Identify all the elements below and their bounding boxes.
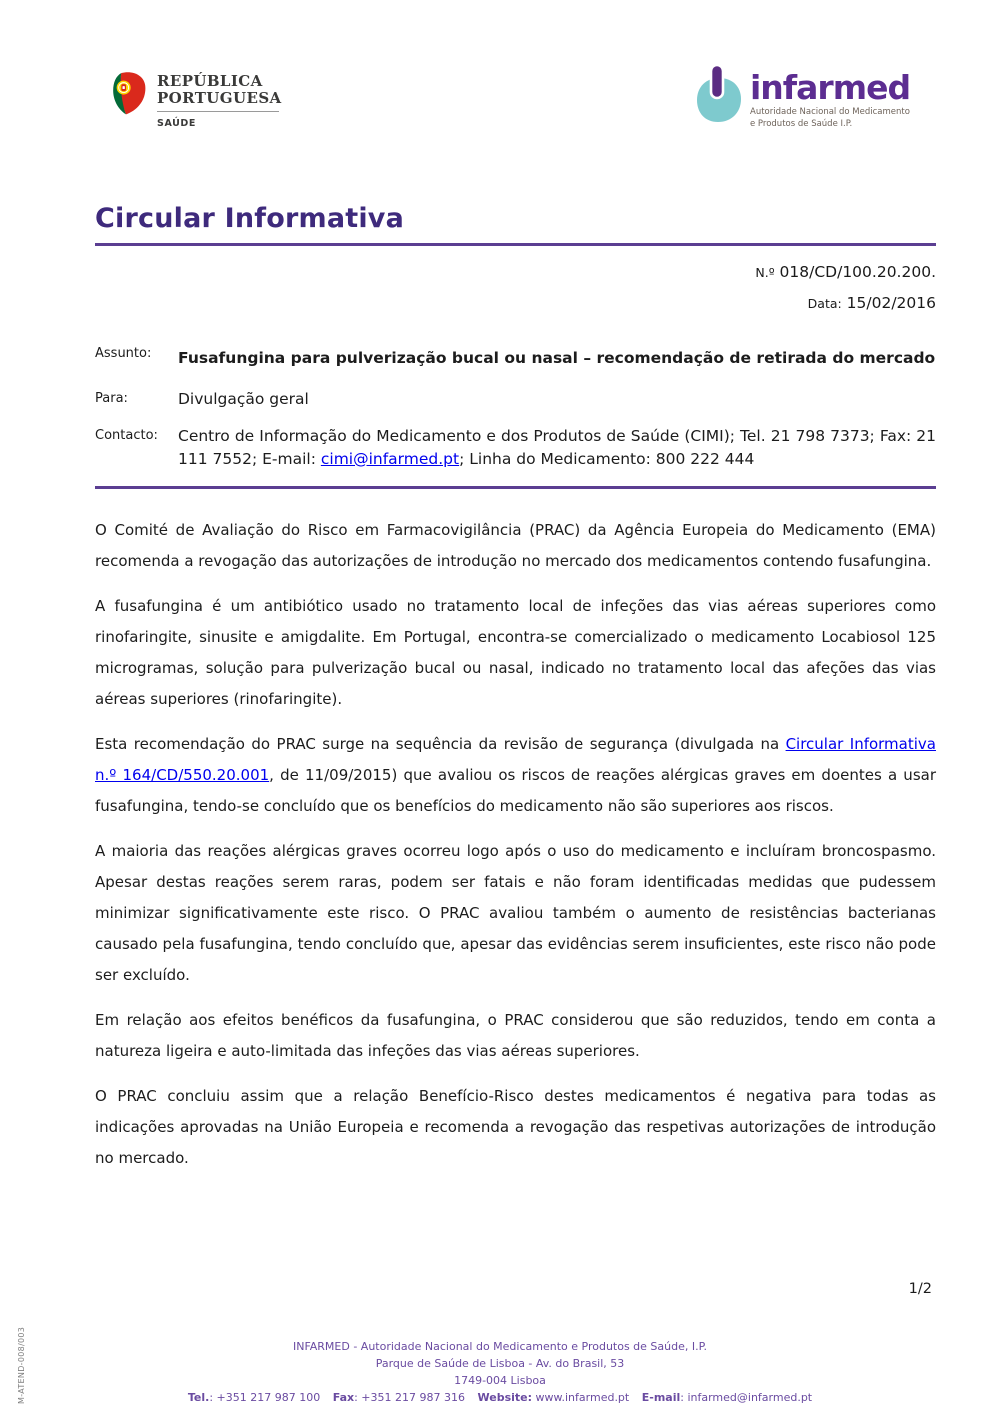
date-line [95,288,936,319]
form-template-code: M-ATEND-008/003 [17,1326,26,1404]
footer-fax-value: : +351 217 987 316 [354,1391,466,1405]
recipient-value: Divulgação geral [178,390,309,409]
footer-website-value: www.infarmed.pt [532,1391,630,1405]
recipient-label: Para: [95,391,128,407]
contact-label: Contacto: [95,428,158,444]
infarmed-text-block [750,62,910,130]
page-number: 1/2 [908,1281,932,1297]
footer [0,1338,1000,1406]
body-paragraph-1: O Comité de Avaliação do Risco em Farmacovigilância (PRAC) da Agência Europeia do Medicamento (EMA) recomenda a revogação das autorizações de introdução no mercado dos medicamentos contendo fusafungina. [95,521,936,571]
footer-email-value: : infarmed@infarmed.pt [680,1391,813,1405]
infarmed-subtitle [750,107,910,130]
subject-label: Assunto: [95,346,152,362]
date-value: 15/02/2016 [841,294,936,313]
infarmed-subtitle-line2: e Produtos de Saúde I.P. [750,118,853,129]
footer-email [642,1391,812,1404]
paragraph-3-text-after: , de 11/09/2015) que avaliou os riscos de reações alérgicas graves em doentes a usar fusafungina, tendo-se concluído que os benefícios do medicamento não são superiores aos riscos. [95,766,936,816]
infarmed-wordmark: infarmed [750,68,911,107]
body-paragraph-2: A fusafungina é um antibiótico usado no tratamento local de infeções das vias aéreas superiores como rinofaringite, sinusite e amigdalite. Em Portugal, encontra-se comercializado o medicamento Locabiosol 125 microgramas, solução para pulverização bucal ou nasal, indicado no tratamento local das afeções das vias aéreas superiores (rinofaringite). [95,597,936,709]
footer-org-line: INFARMED - Autoridade Nacional do Medicamento e Produtos de Saúde, I.P. [292,1340,708,1353]
footer-tel-label: Tel. [187,1391,210,1405]
body-paragraph-6: O PRAC concluiu assim que a relação Benefício-Risco destes medicamentos é negativa para todas as indicações aprovadas na União Europeia e recomenda a revogação das respetivas autorizações de introdução no mercado. [95,1087,936,1168]
footer-tel-value: : +351 217 987 100 [209,1391,321,1405]
contact-text-after: ; Linha do Medicamento: 800 222 444 [459,449,755,468]
body-paragraph-3 [95,729,936,822]
page-title: Circular Informativa [95,203,936,246]
republica-portuguesa-logo [112,71,282,129]
subject-value: Fusafungina para pulverização bucal ou nasal – recomendação de retirada do mercado [178,349,936,368]
contact-value [178,425,936,470]
republica-divider [157,111,279,112]
header-separator-rule [95,486,936,489]
contact-text-before: Centro de Informação do Medicamento e dos Produtos de Saúde (CIMI); Tel. 21 798 7373; Fax: 21 111 7552; E-mail: [178,427,936,468]
subject-row [95,343,936,374]
reference-number-line [95,257,936,288]
footer-email-label: E-mail [641,1391,681,1405]
footer-fax [333,1391,465,1404]
infarmed-icon [694,62,744,130]
footer-address-line: Parque de Saúde de Lisboa - Av. do Brasil, 53 [375,1357,625,1371]
contact-email-link[interactable]: cimi@infarmed.pt [320,449,460,468]
republica-line2: PORTUGUESA [157,88,282,107]
republica-name [157,73,282,106]
footer-contact-line [0,1389,1000,1406]
republica-text-block [157,71,282,129]
footer-website-label: Website: [477,1391,533,1405]
reference-number: 018/CD/100.20.200. [774,263,936,282]
footer-fax-label: Fax [332,1391,355,1405]
reference-block [95,257,936,319]
body-paragraph-5: Em relação aos efeitos benéficos da fusafungina, o PRAC considerou que são reduzidos, tendo em conta a natureza ligeira e auto-limitada das infeções das vias aéreas superiores. [95,1011,936,1061]
paragraph-3-text-before: Esta recomendação do PRAC surge na sequência da revisão de segurança (divulgada na [95,735,786,754]
infarmed-logo [694,62,910,130]
recipient-row [95,388,936,411]
circular-informativa-link[interactable]: Circular Informativa n.º 164/CD/550.20.001 [95,735,936,785]
footer-tel [188,1391,320,1404]
infarmed-subtitle-line1: Autoridade Nacional do Medicamento [750,107,910,118]
reference-label: N.º [755,265,775,281]
body-text [95,515,936,1174]
date-label: Data: [807,296,842,312]
meta-section [95,343,936,470]
footer-website [478,1391,630,1404]
contact-row [95,425,936,470]
republica-line1: REPÚBLICA [157,72,263,90]
footer-postal-line: 1749-004 Lisboa [454,1374,546,1388]
body-paragraph-4: A maioria das reações alérgicas graves ocorreu logo após o uso do medicamento e incluíram broncospasmo. Apesar destas reações serem raras, podem ser fatais e não foram identificadas medidas que pudessem minimizar significativamente este risco. O PRAC avaliou também o aumento de resistências bacterianas causado pela fusafungina, tendo concluído que, apesar das evidências serem insuficientes, este risco não pode ser excluído. [95,842,936,985]
document-content [95,0,936,1174]
portugal-flag-icon [112,71,147,117]
ministry-label: SAÚDE [157,118,196,129]
